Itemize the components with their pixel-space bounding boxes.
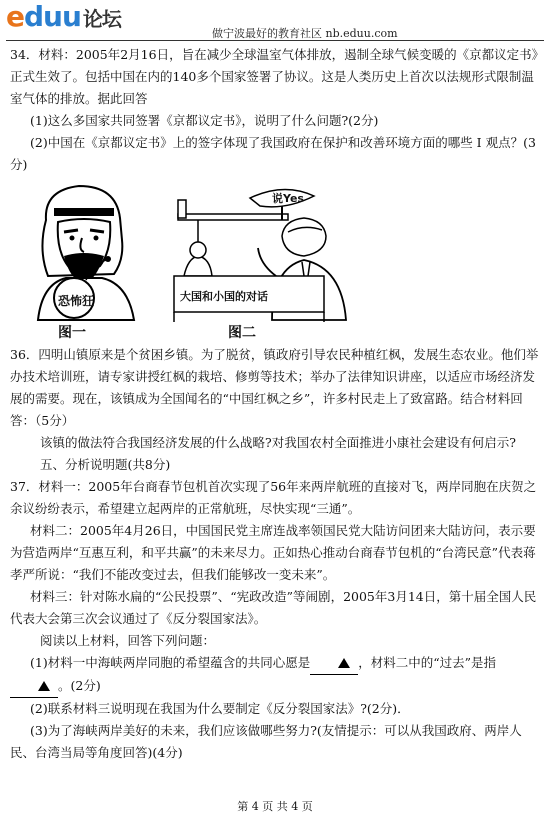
q37-material-two: 材料二：2005年4月26日，中国国民党主席连战率领国民党大陆访问团来大陆访问，表示要为营造两岸“互惠互利，和平共赢”的未来尽力。正如热心推动台商春节包机的“台湾民意”代表蒋孝严所说：“我们不能改变过去，但我们能够改一变未来”。 bbox=[10, 523, 536, 582]
q37-material-three: 材料三：针对陈水扁的“公民投票”、“宪政改造”等闹剧，2005年3月14日，第十届全国人民代表大会第三次会议通过了《反分裂国家法》。 bbox=[10, 589, 537, 626]
eduu-logo[interactable]: eduu 论坛 bbox=[6, 0, 121, 33]
page-number: 第 4 页 共 4 页 bbox=[237, 800, 313, 813]
bomb-label: 恐怖狂 bbox=[58, 294, 95, 308]
triangle-marker-icon bbox=[338, 658, 350, 668]
q34-sub1: (1)这么多国家共同签署《京都议定书》，说明了什么问题?(2分) bbox=[30, 113, 379, 128]
q37-material-one: 37．材料一：2005年台商春节包机首次实现了56年来两岸航班的直接对飞，两岸同胞在庆贺之余议纷纷表示，希望建立起两岸的正常航班，尽快实现“三通”。 bbox=[10, 479, 537, 516]
section-five-title: 五、分析说明题(共8分) bbox=[40, 457, 171, 472]
page-content bbox=[10, 44, 540, 764]
speech-bubble-text: 说Yes bbox=[272, 192, 304, 205]
q36-material: 36．四明山镇原来是个贫困乡镇。为了脱贫，镇政府引导农民种植红枫，发展生态农业。他们举办技术培训班，请专家讲授红枫的栽培、修剪等技术；举办了法律知识讲座，以适应市场经济发展的需要。现在，该镇成为全国闻名的“中国红枫之乡”，许多村民走上了致富路。结合材料回答：（5分） bbox=[10, 347, 539, 428]
q34-sub2: (2)中国在《京都议定书》上的签字体现了我国政府在保护和改善环境方面的哪些 Ⅰ 观点？(3分) bbox=[10, 135, 536, 172]
q34-material: 34．材料：2005年2月16日，旨在减少全球温室气体排放，遏制全球气候变暖的《京都议定书》正式生效了。包括中国在内的140多个国家签署了协议。这是人类历史上首次以法规形式限制温室气体的排放。据此回答 bbox=[10, 47, 538, 106]
figure-one-caption: 图一 bbox=[58, 325, 86, 341]
header-divider bbox=[6, 40, 544, 41]
site-slogan: 做宁波最好的教育社区 nb.eduu.com bbox=[212, 27, 398, 40]
figure-two-caption: 图二 bbox=[228, 325, 256, 341]
q36-question: 该镇的做法符合我国经济发展的什么战略?对我国农村全面推进小康社会建设有何启示? bbox=[40, 435, 516, 450]
answer-blank-one[interactable] bbox=[310, 652, 358, 675]
site-header bbox=[0, 0, 550, 40]
triangle-marker-icon bbox=[38, 681, 50, 691]
q37-sub2: (2)联系材料三说明现在我国为什么要制定《反分裂国家法》?(2分)． bbox=[30, 701, 410, 716]
answer-blank-two[interactable] bbox=[10, 675, 58, 698]
cartoon-figures bbox=[10, 180, 540, 342]
dialogue-banner: 大国和小国的对话 bbox=[180, 290, 268, 303]
q37-instruction: 阅读以上材料，回答下列问题： bbox=[40, 633, 216, 648]
q37-sub1: (1)材料一中海峡两岸同胞的希望蕴含的共同心愿是 ，材料二中的“过去”是指。(2分) bbox=[10, 652, 540, 698]
q37-sub3: (3)为了海峡两岸美好的未来，我们应该做哪些努力?(友情提示：可以从我国政府、两岸人民、台湾当局等角度回答)(4分) bbox=[10, 723, 522, 760]
